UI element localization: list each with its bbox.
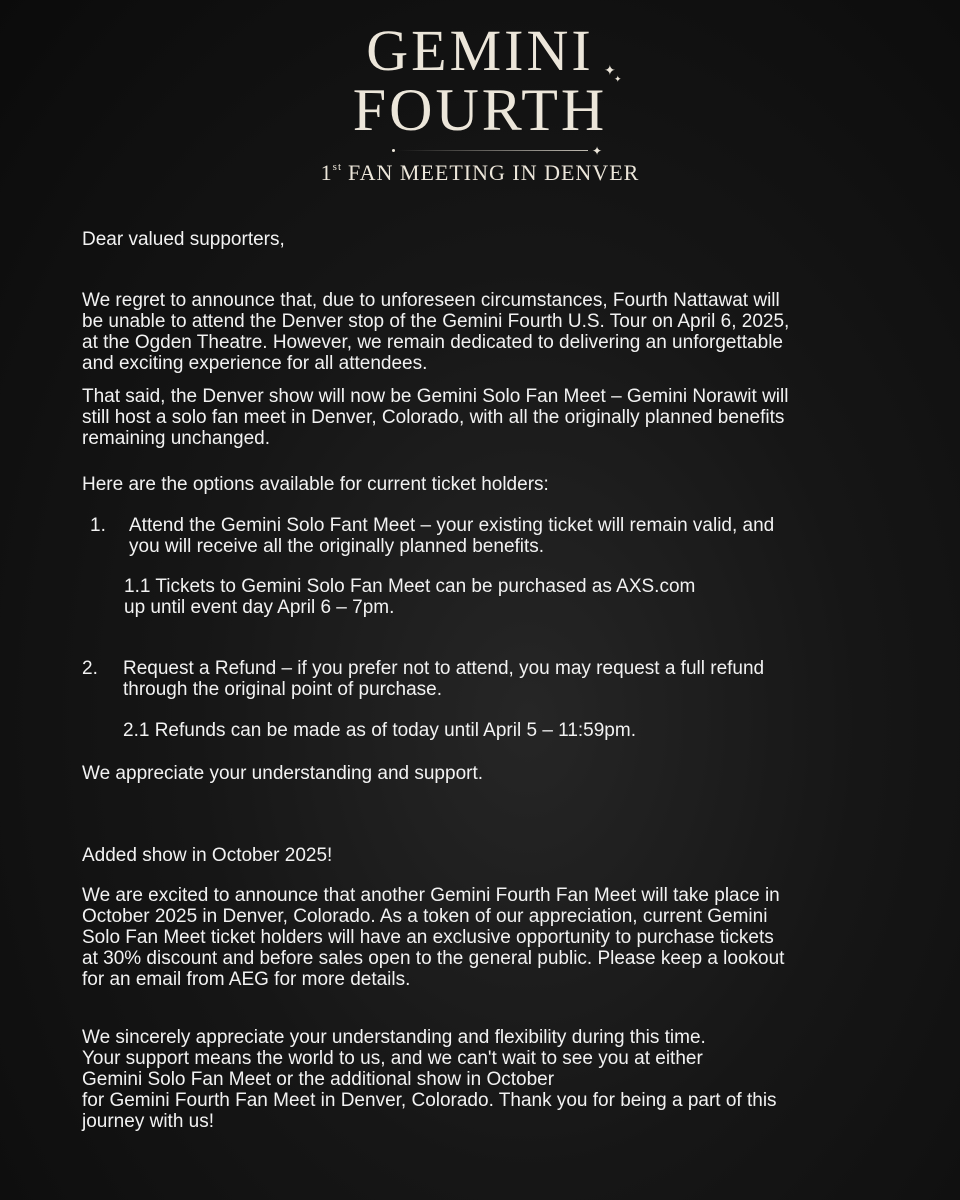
logo-subtitle (0, 162, 960, 184)
greeting: Dear valued supporters, (82, 229, 285, 250)
logo-title-line1: GEMINI (366, 18, 594, 83)
decorative-dot (392, 149, 395, 152)
subtitle-number: 1 (320, 160, 333, 185)
added-show-heading: Added show in October 2025! (82, 845, 333, 866)
paragraph-closing: We sincerely appreciate your understanding and flexibility during this time. Your support means the world to us, and we can't wait to see you at either Gemini Solo Fan Meet or the additional show in October for Gemini Fourth Fan Meet in Denver, Colorado. Thank you for being a part of this journey with us! (82, 1027, 777, 1132)
option-1-number: 1. (90, 515, 106, 536)
subtitle-ordinal: st (332, 161, 343, 173)
sparkle-icon: ✦ (592, 144, 603, 158)
option-2-text: Request a Refund – if you prefer not to attend, you may request a full refund through the original point of purchase. (123, 658, 765, 700)
logo-title-line2: FOURTH (352, 77, 608, 143)
option-2-1-text: 2.1 Refunds can be made as of today until April 5 – 11:59pm. (123, 720, 636, 741)
options-intro: Here are the options available for current ticket holders: (82, 474, 549, 495)
option-2-number: 2. (82, 658, 98, 679)
paragraph-added-show: We are excited to announce that another Gemini Fourth Fan Meet will take place in October 2025 in Denver, Colorado. As a token of our appreciation, current Gemini Solo Fan Meet ticket holders will have an exclusive opportunity to purchase tickets at 30% discount and before sales open to the general public. Please keep a lookout for an email from AEG for more details. (82, 885, 785, 990)
paragraph-solo-show: That said, the Denver show will now be Gemini Solo Fan Meet – Gemini Norawit will still host a solo fan meet in Denver, Colorado, with all the originally planned benefits remaining unchanged. (82, 386, 789, 449)
option-1-1-text: 1.1 Tickets to Gemini Solo Fan Meet can be purchased as AXS.com up until event day April 6 – 7pm. (124, 576, 696, 618)
subtitle-text: FAN MEETING IN DENVER (348, 160, 640, 185)
sparkle-icon: ✦ (604, 63, 616, 79)
sparkle-icon: ✦ (614, 75, 622, 85)
paragraph-cancellation: We regret to announce that, due to unforeseen circumstances, Fourth Nattawat will be unable to attend the Denver stop of the Gemini Fourth U.S. Tour on April 6, 2025, at the Ogden Theatre. However, we remain dedicated to delivering an unforgettable and exciting experience for all attendees. (82, 290, 790, 374)
decorative-divider (398, 150, 588, 151)
option-1-text: Attend the Gemini Solo Fant Meet – your existing ticket will remain valid, and you will receive all the originally planned benefits. (129, 515, 775, 557)
appreciation-line: We appreciate your understanding and support. (82, 763, 484, 784)
event-logo (0, 0, 960, 200)
